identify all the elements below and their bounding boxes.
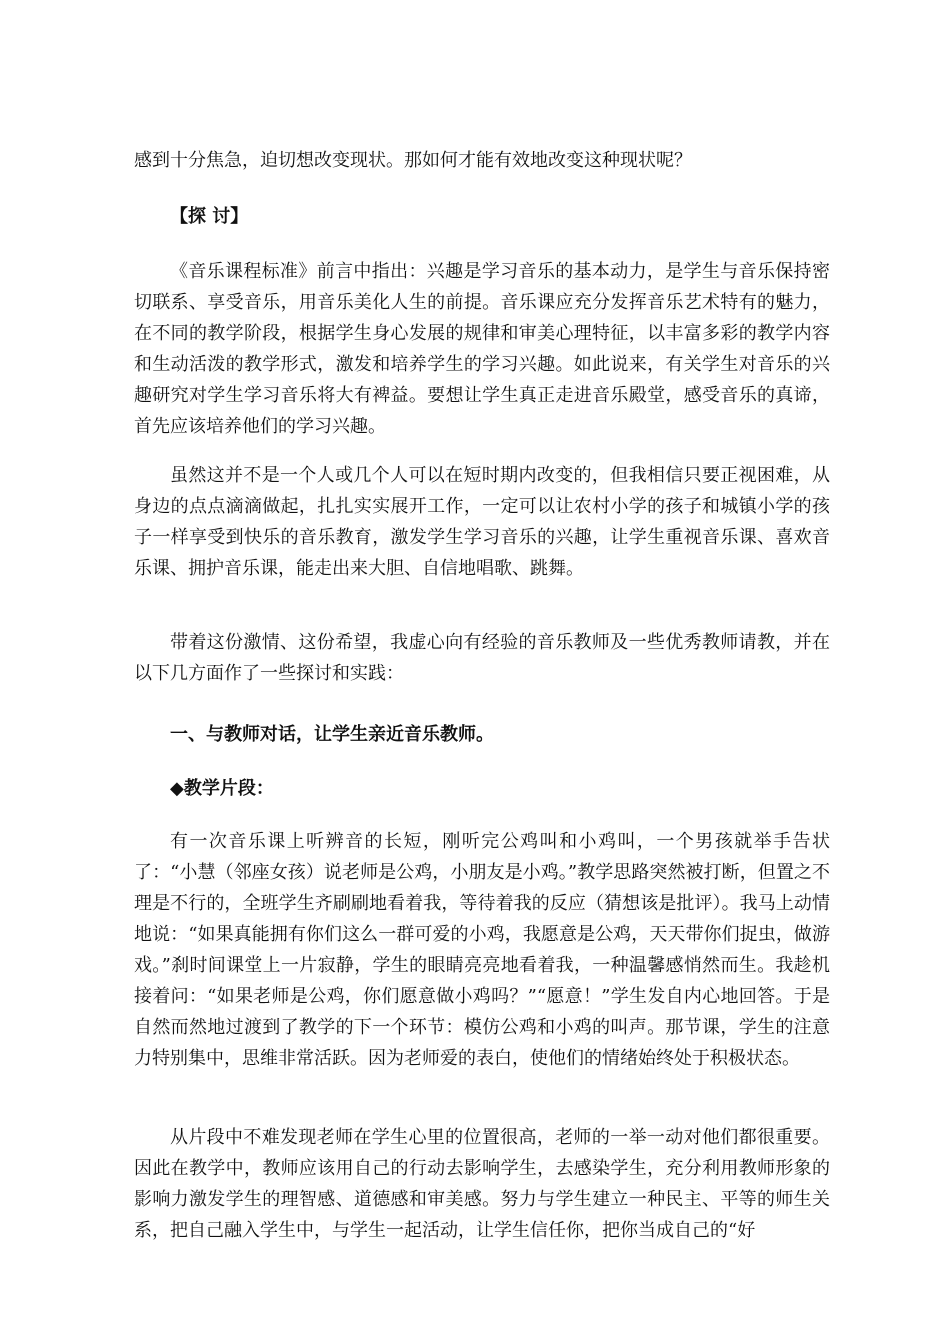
discussion-heading: 【探 讨】 — [170, 206, 249, 227]
paragraph-curriculum-standard: 《音乐课程标准》前言中指出：兴趣是学习音乐的基本动力，是学生与音乐保持密切联系、享受音乐，用音乐美化人生的前提。音乐课应充分发挥音乐艺术特有的魅力，在不同的教学阶段，根据学生身心发展的规律和审美心理特征，以丰富多彩的教学内容和生动活泼的教学形式，激发和培养学生的学习兴趣。如此说来，有关学生对音乐的兴趣研究对学生学习音乐将大有裨益。要想让学生真正走进音乐殿堂，感受音乐的真谛，首先应该培养他们的学习兴趣。 — [134, 261, 830, 437]
teaching-fragment-heading: ◆教学片段： — [170, 778, 274, 799]
paragraph-belief: 虽然这并不是一个人或几个人可以在短时期内改变的，但我相信只要正视困难，从身边的点点滴滴做起，扎扎实实展开工作，一定可以让农村小学的孩子和城镇小学的孩子一样享受到快乐的音乐教育，激发学生学习音乐的兴趣，让学生重视音乐课、喜欢音乐课、拥护音乐课，能走出来大胆、自信地唱歌、跳舞。 — [134, 465, 830, 579]
paragraph-hope: 带着这份激情、这份希望，我虚心向有经验的音乐教师及一些优秀教师请教，并在以下几方面作了一些探讨和实践： — [134, 632, 830, 684]
paragraph-teaching-fragment: 有一次音乐课上听辨音的长短，刚听完公鸡叫和小鸡叫，一个男孩就举手告状了：“小慧（邻座女孩）说老师是公鸡，小朋友是小鸡。”教学思路突然被打断，但置之不理是不行的，全班学生齐刷刷地看着我，等待着我的反应（猜想该是批评）。我马上动情地说：“如果真能拥有你们这么一群可爱的小鸡，我愿意是公鸡，天天带你们捉虫，做游戏。”刹时间课堂上一片寂静，学生的眼睛亮亮地看着我，一种温馨感悄然而生。我趁机接着问：“如果老师是公鸡，你们愿意做小鸡吗？”“愿意！”学生发自内心地回答。于是自然而然地过渡到了教学的下一个环节：模仿公鸡和小鸡的叫声。那节课，学生的注意力特别集中，思维非常活跃。因为老师爱的表白，使他们的情绪始终处于积极状态。 — [134, 831, 830, 1069]
section-one-heading: 一、与教师对话，让学生亲近音乐教师。 — [170, 724, 494, 745]
paragraph-reflection: 从片段中不难发现老师在学生心里的位置很高，老师的一举一动对他们都很重要。因此在教学中，教师应该用自己的行动去影响学生，去感染学生，充分利用教师形象的影响力激发学生的理智感、道德感和审美感。努力与学生建立一种民主、平等的师生关系，把自己融入学生中，与学生一起活动，让学生信任你，把你当成自己的“好 — [134, 1127, 830, 1241]
opening-line: 感到十分焦急，迫切想改变现状。那如何才能有效地改变这种现状呢？ — [134, 150, 692, 171]
